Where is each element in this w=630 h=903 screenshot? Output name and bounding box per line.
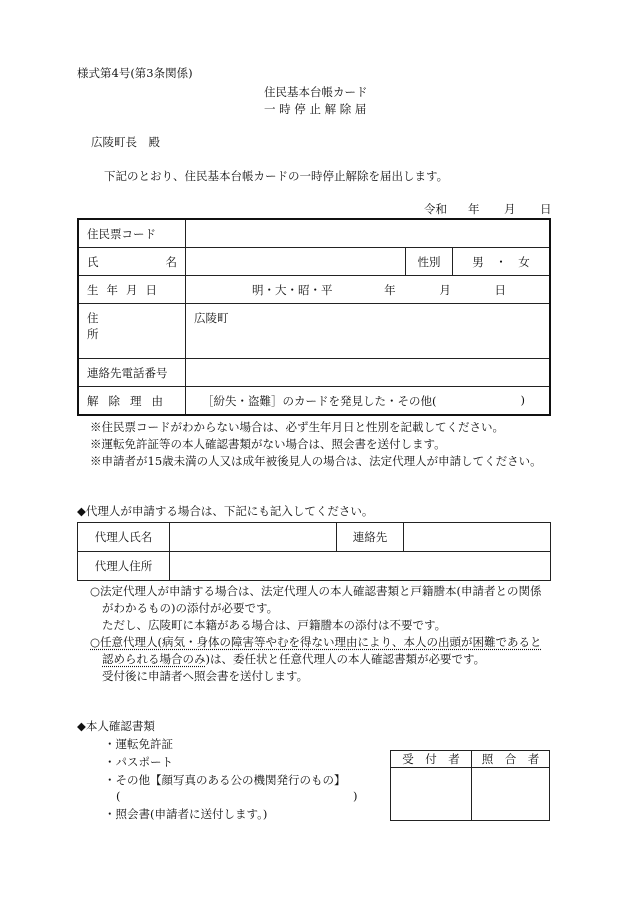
birth-month-unit: 月 <box>439 282 451 297</box>
reason-close-paren: ) <box>520 392 525 407</box>
date-month: 月 <box>504 202 516 216</box>
birthdate-field[interactable] <box>186 276 551 304</box>
phone-field[interactable] <box>186 359 551 387</box>
date-day: 日 <box>540 202 552 216</box>
id-doc-other: ・その他【顔写真のある公の機関発行のもの】 <box>104 773 346 787</box>
agent-contact-label: 連絡先 <box>337 523 404 552</box>
note-2: ※運転免許証等の本人確認書類がない場合は、照会書を送付します。 <box>90 437 446 451</box>
note-1: ※住民票コードがわからない場合は、必ず生年月日と性別を記載してください。 <box>90 420 504 434</box>
applicant-table <box>77 218 551 416</box>
voluntary-agent-note-1: ○任意代理人(病気・身体の障害等やむを得ない理由により、本人の出頭が困難であると <box>90 635 542 649</box>
resident-code-label: 住民票コード <box>78 219 186 248</box>
agent-name-label: 代理人氏名 <box>78 523 170 552</box>
resident-code-field[interactable] <box>186 219 551 248</box>
voluntary-agent-note-3: 受付後に申請者へ照会書を送付します。 <box>102 669 309 683</box>
sex-options[interactable]: 男 ・ 女 <box>453 248 551 276</box>
address-label: 住所 <box>78 304 186 359</box>
birthdate-label: 生年月日 <box>78 276 186 304</box>
form-number: 様式第4号(第3条関係) <box>77 66 193 80</box>
legal-agent-note-1: ○法定代理人が申請する場合は、法定代理人の本人確認書類と戸籍謄本(申請者との関係 <box>90 584 542 598</box>
reason-field[interactable] <box>186 387 551 416</box>
id-doc-license: ・運転免許証 <box>104 737 173 751</box>
legal-agent-note-3: ただし、広陵町に本籍がある場合は、戸籍謄本の添付は不要です。 <box>102 618 447 632</box>
receiver-label: 受 付 者 <box>391 751 472 768</box>
date-era: 令和 <box>424 202 447 216</box>
checker-stamp-field[interactable] <box>472 768 550 821</box>
checker-label: 照 合 者 <box>472 751 550 768</box>
form-title-line2: 一 時 停 止 解 除 届 <box>264 102 367 116</box>
office-use-table <box>390 750 550 821</box>
agent-address-field[interactable] <box>170 552 551 581</box>
date-year: 年 <box>468 202 480 216</box>
id-docs-heading: ◆本人確認書類 <box>77 719 155 733</box>
name-label: 氏 名 <box>87 254 177 269</box>
voluntary-agent-note-2 <box>102 652 485 667</box>
id-doc-other-open-paren: ( <box>116 789 121 803</box>
birth-day-unit: 日 <box>494 282 506 297</box>
note-3: ※申請者が15歳未満の人又は成年被後見人の場合は、法定代理人が申請してください。 <box>90 454 542 468</box>
birth-era-options: 明・大・昭・平 <box>252 282 333 297</box>
form-title-line1: 住民基本台帳カード <box>264 85 368 99</box>
birth-year-unit: 年 <box>384 282 396 297</box>
agent-name-field[interactable] <box>170 523 337 552</box>
phone-label: 連絡先電話番号 <box>78 359 186 387</box>
id-doc-passport: ・パスポート <box>104 755 173 769</box>
agent-address-label: 代理人住所 <box>78 552 170 581</box>
reason-label: 解除理由 <box>78 387 186 416</box>
legal-agent-note-2: がわかるもの)の添付が必要です。 <box>102 601 279 615</box>
address-field[interactable]: 広陵町 <box>186 304 551 359</box>
reason-text: ［紛失・盗難］のカードを発見した・その他( <box>202 393 437 408</box>
agent-contact-field[interactable] <box>404 523 551 552</box>
name-field[interactable] <box>186 248 406 276</box>
id-doc-inquiry: ・照会書(申請者に送付します。) <box>104 807 268 821</box>
agent-heading: ◆代理人が申請する場合は、下記にも記入してください。 <box>77 504 374 518</box>
addressee: 広陵町長 殿 <box>91 135 160 149</box>
agent-table <box>77 522 551 581</box>
id-doc-other-close-paren: ) <box>353 789 358 803</box>
voluntary-agent-condition: 認められる場合のみ <box>102 652 206 666</box>
sex-label: 性別 <box>406 248 453 276</box>
intro-text: 下記のとおり、住民基本台帳カードの一時停止解除を届出します。 <box>104 169 449 183</box>
receiver-stamp-field[interactable] <box>391 768 472 821</box>
voluntary-agent-requirement: )は、委任状と任意代理人の本人確認書類が必要です。 <box>205 652 486 666</box>
